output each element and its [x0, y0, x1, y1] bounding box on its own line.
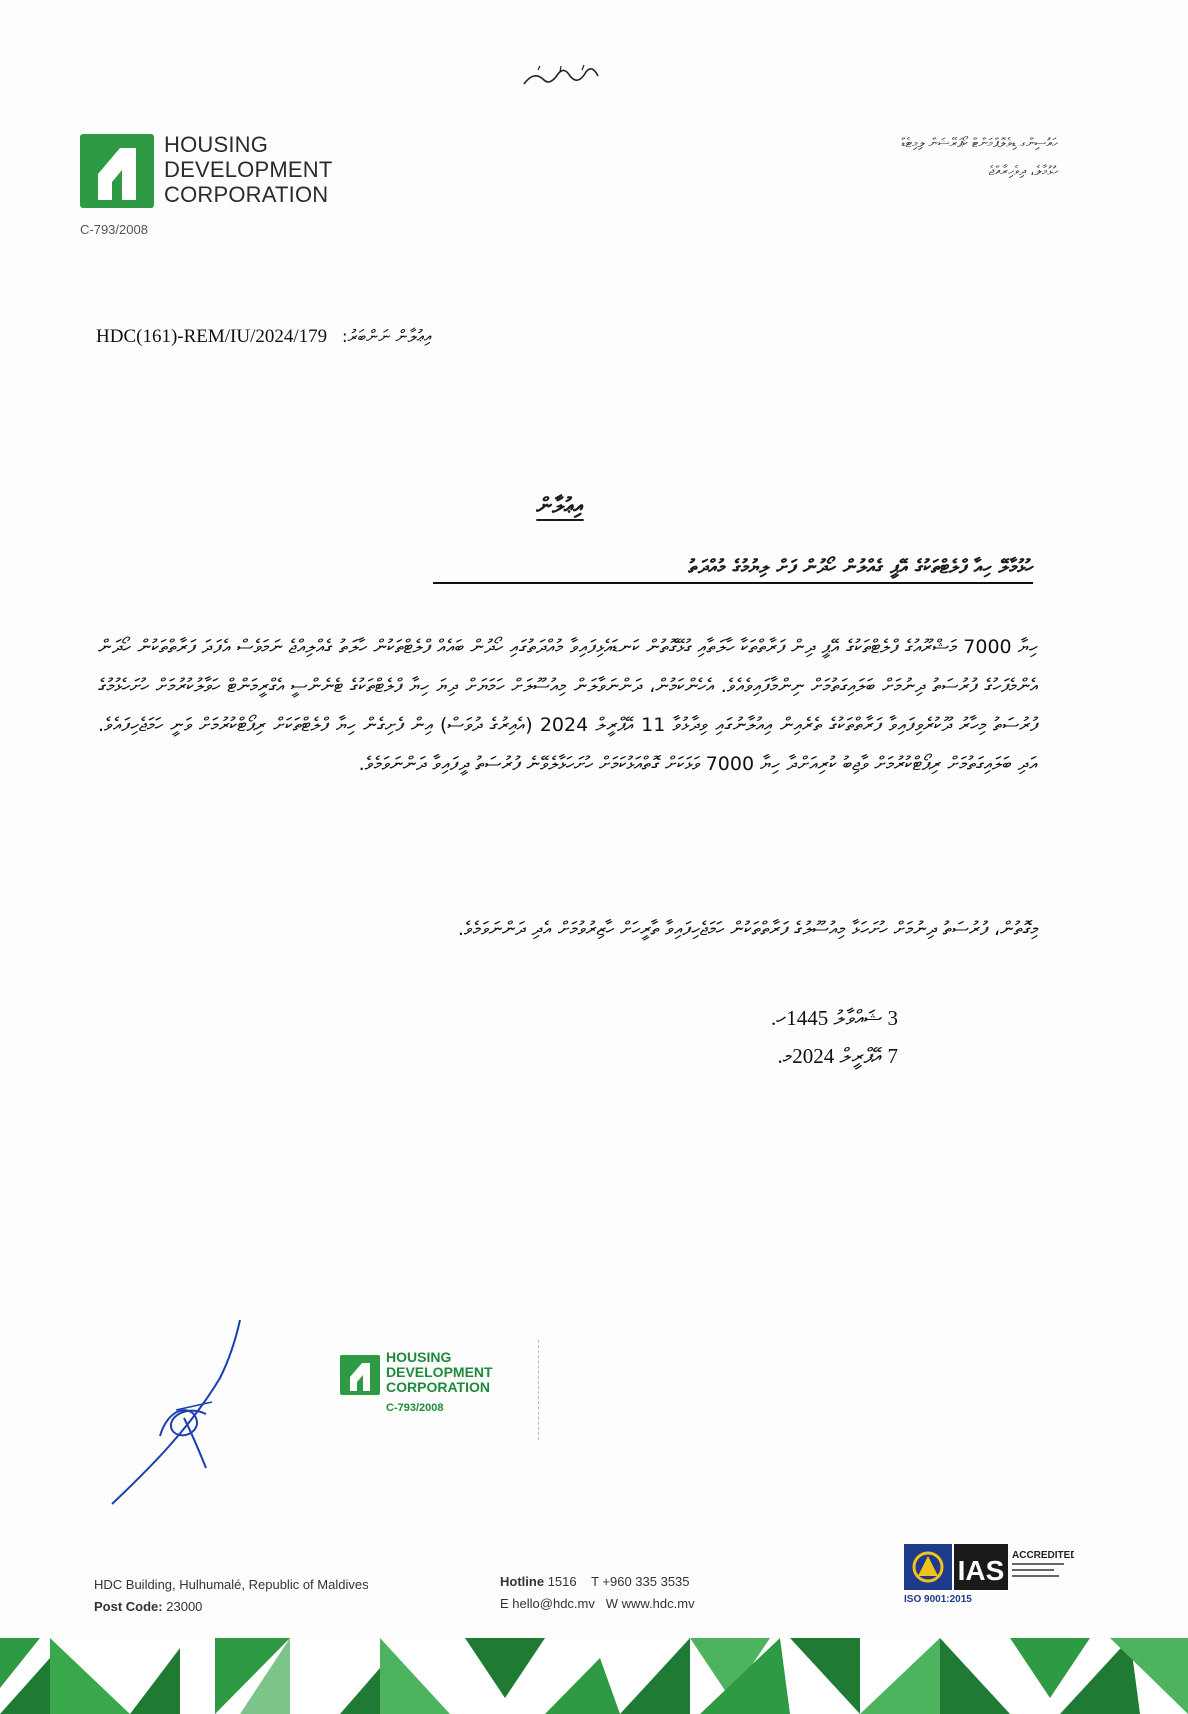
email-link[interactable]: hello@hdc.mv [512, 1596, 595, 1611]
phone-value: +960 335 3535 [602, 1574, 690, 1589]
reference-label: އިޢުލާން ނަންބަރު: [341, 327, 432, 347]
ias-certification-badge [904, 1542, 1074, 1608]
body-paragraph-2: މިގޮތުން، ފުރުސަތު ދިނުމަށް ހުށަހަޅާ މިއުސޫލުގެ ފަރާތްތަކުން ހަމަޖެހިފައިވާ ތާރީހަށް ހާޒިރުވުމަށް އެދި ދަންނަވަމެވެ. [457, 918, 1038, 940]
announcement-reference [96, 326, 432, 348]
footer-address: HDC Building, Hulhumalé, Republic of Maldives [94, 1577, 369, 1592]
footer-web-line [500, 1593, 695, 1615]
logo-line-3: CORPORATION [164, 182, 329, 207]
stamp-line-1: HOUSING [386, 1349, 452, 1365]
ias-accredited-text: ACCREDITED [1012, 1550, 1074, 1561]
iso-standard: ISO 9001:2015 [904, 1594, 972, 1605]
phone-label: T [591, 1574, 599, 1589]
hotline-value: 1516 [547, 1574, 577, 1589]
stamp-logo-icon [340, 1355, 380, 1395]
bismillah-calligraphy [520, 62, 610, 92]
hotline-label: Hotline [500, 1574, 545, 1589]
footer-decorative-band [0, 1638, 1188, 1714]
document-title: އިޢުލާން [536, 494, 584, 519]
logo-line-1: HOUSING [164, 132, 269, 157]
ias-badge-icon [904, 1542, 1074, 1592]
company-stamp [280, 1340, 539, 1440]
postcode-value: 23000 [166, 1599, 203, 1614]
stamp-registration: C-793/2008 [386, 1402, 444, 1414]
footer-contact-block [500, 1571, 695, 1615]
body-paragraph-1: ހިޔާ 7000 މަޝްރޫއުގެ ފްލެޓްތަކުގެ އޭޕީ ދިން ފަރާތްތަކާ ހާލަތާއި ގުޅޭގޮތުން ކަނޑައެޅިފައިވާ މުއްދަތުގައި ހޯދުން ބައެއް ފްލެޓްތަކުން ހާލަތު ގެއްލިއްޖެ ނަމަވެސް އެފަދަ ފަރާތްތަކުން ހޯދަން އެންމެފަހުގެ ފުރުސަތު ދިނުމަށް ބަލައިގަތުމަށް ނިންމާފައިވެއެވެ. އެހެންކަމުން، ދަންނަވާލަން މިއުސޫލަށް ހަމަޔަށް ދިޔަ ހިޔާ ފްލެޓްތަކުގެ ޓެނެންސީ އެގްރީމަންޓް ހަވާލުކުރުމަށް ހުށަހެޅުމުގެ ފުރުސަތު މިހާރު ދޫކުރެވިފައިވާ ފަރާތްތަކުގެ ތެރެއިން އިއުލާނުގައި ވިދާޅުވާ 11 އޭޕްރީލް 2024 (އެއިރުގެ ދުވަސް) އިން ފެށިގެން ހިޔާ ފްލެޓްތަކަށް ރިޕޯޓްކުރުމަށް ވަނީ ހަމަޖެހިފައެވެ. އަދި ބަލައިގަތުމަށް ރިޕޯޓްކުރުމަށް ވާޖިބު ކުރިއަށްދާ ހިޔާ 7000 ވަޅަކަށް ގޮތްއަޅުކަމަށް ހުށަހަޅާލެވޭނެ ފުރުސަތު ދީފައިވާ ދަންނަވަމެވެ. [98, 636, 1038, 775]
signature [110, 1318, 260, 1508]
logo-line-2: DEVELOPMENT [164, 157, 333, 182]
date-gregorian: 7 އޭޕްރީލް 2024މ. [777, 1044, 898, 1068]
website-link[interactable]: www.hdc.mv [621, 1596, 695, 1611]
stamp-org-name [386, 1350, 493, 1395]
email-label: E [500, 1596, 509, 1611]
footer-phone-line [500, 1571, 695, 1593]
logo-org-name [164, 132, 332, 207]
dhivehi-org-header [638, 130, 1058, 186]
document-subject: ހުޅުމާލޭ ހިއާ ފްލެޓްތަކުގެ އޭޕީ ގެއްލުން ހޯދުން ފަށް ލިޔުމުގެ މުއްދަތު [433, 556, 1033, 584]
company-registration-number: C-793/2008 [80, 222, 148, 237]
dhivehi-org-location: ހުޅުމާލެ، ދިވެހިރާއްޖެ [988, 164, 1058, 179]
postcode-label: Post Code: [94, 1599, 163, 1614]
footer-postcode-line [94, 1596, 369, 1618]
stamp-line-2: DEVELOPMENT [386, 1364, 493, 1380]
hdc-logo [80, 132, 340, 212]
dhivehi-org-name: ހައުސިންގ ޑިވެލޮޕްމަންޓް ކޯޕަރޭޝަން ލިމިޓެޑް [901, 136, 1058, 151]
web-label: W [605, 1596, 618, 1611]
reference-number: HDC(161)-REM/IU/2024/179 [96, 326, 328, 347]
ias-brand-text: IAS [957, 1555, 1005, 1586]
footer-address-block [94, 1574, 369, 1618]
hdc-logo-icon [80, 134, 154, 208]
stamp-line-3: CORPORATION [386, 1379, 490, 1395]
date-hijri: 3 ޝައްވާލު 1445ހ. [771, 1006, 898, 1030]
